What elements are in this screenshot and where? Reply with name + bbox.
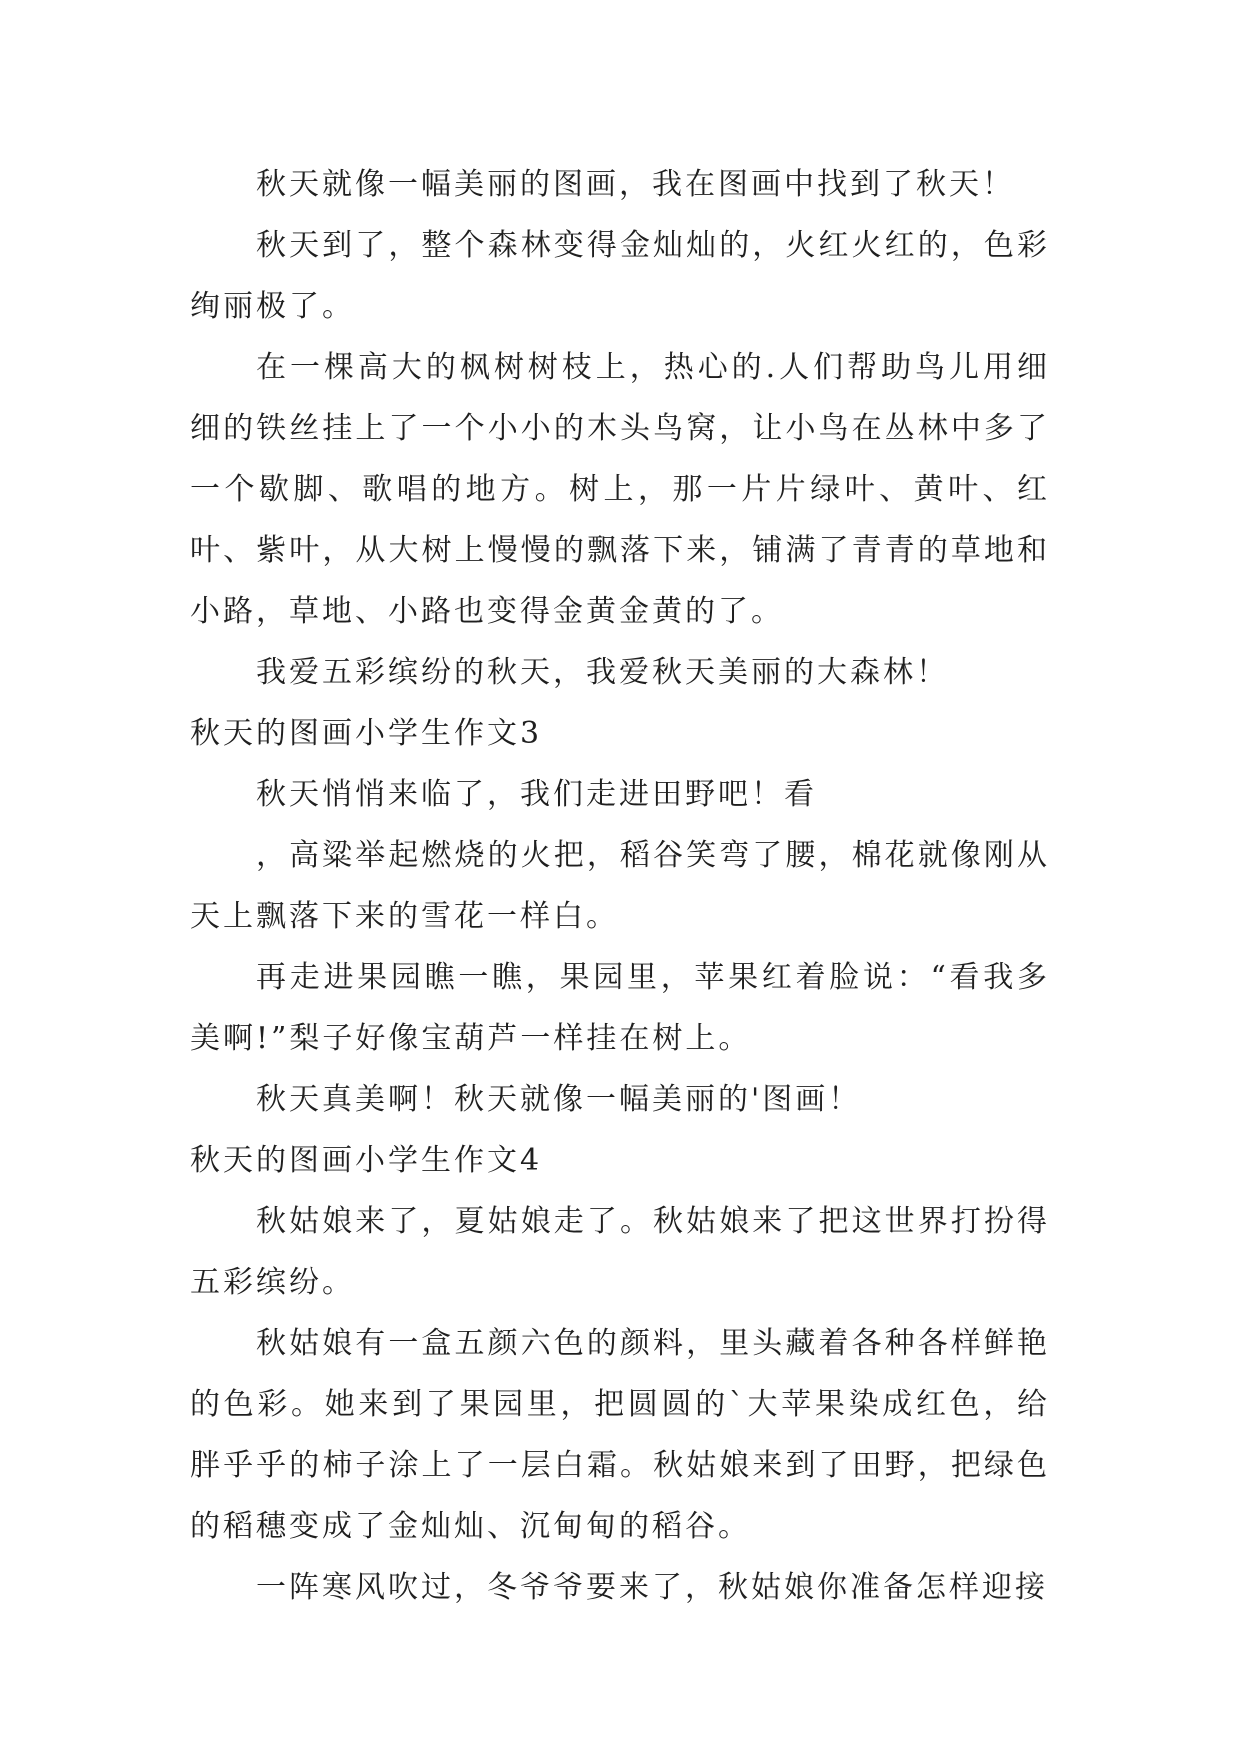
paragraph-autumn-picture-intro: 秋天就像一幅美丽的图画，我在图画中找到了秋天！	[256, 167, 1015, 202]
paragraph-cold-wind: 一阵寒风吹过，冬爷爷要来了，秋姑娘你准备怎样迎接	[256, 1570, 1048, 1605]
essay-heading-3: 秋天的图画小学生作文3	[190, 716, 543, 751]
paragraph-forest-colors: 秋天到了，整个森林变得金灿灿的，火红火红的，色彩绚丽极了。	[190, 228, 1050, 324]
paragraph-orchard: 再走进果园瞧一瞧，果园里，苹果红着脸说：“看我多美啊!”梨子好像宝葫芦一样挂在树上。	[190, 960, 1050, 1056]
paragraph-love-forest: 我爱五彩缤纷的秋天，我爱秋天美丽的大森林！	[256, 655, 949, 690]
paragraph-sorghum-rice-cotton: ，高粱举起燃烧的火把，稻谷笑弯了腰，棉花就像刚从天上飘落下来的雪花一样白。	[190, 838, 1050, 934]
paragraph-fields-intro: 秋天悄悄来临了，我们走进田野吧！看	[256, 777, 817, 812]
document-body	[190, 154, 1050, 1618]
paragraph-autumn-girl-arrives: 秋姑娘来了，夏姑娘走了。秋姑娘来了把这世界打扮得五彩缤纷。	[190, 1204, 1050, 1300]
paragraph-maple-tree-birds: 在一棵高大的枫树树枝上，热心的.人们帮助鸟儿用细细的铁丝挂上了一个小小的木头鸟窝，让小鸟在丛林中多了一个歇脚、歌唱的地方。树上，那一片片绿叶、黄叶、红叶、紫叶，从大树上慢慢的飘落下来，铺满了青青的草地和小路，草地、小路也变得金黄金黄的了。	[190, 350, 1050, 629]
paragraph-autumn-beautiful: 秋天真美啊！秋天就像一幅美丽的'图画！	[256, 1082, 862, 1117]
essay-heading-4: 秋天的图画小学生作文4	[190, 1143, 543, 1178]
paragraph-paint-box: 秋姑娘有一盒五颜六色的颜料，里头藏着各种各样鲜艳的色彩。她来到了果园里，把圆圆的`大苹果染成红色，给胖乎乎的柿子涂上了一层白霜。秋姑娘来到了田野，把绿色的稻穗变成了金灿灿、沉甸甸的稻谷。	[190, 1326, 1050, 1544]
